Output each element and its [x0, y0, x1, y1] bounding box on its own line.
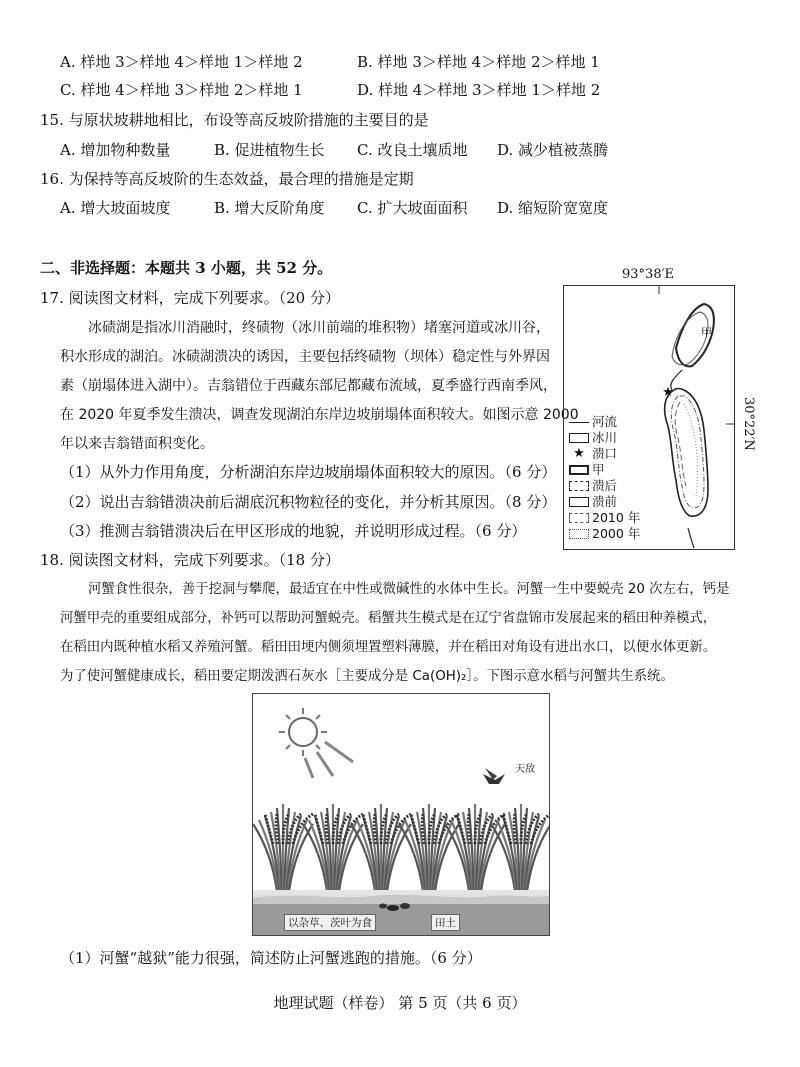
legend-glacier-swatch — [569, 433, 589, 443]
q17-para-line-3: 素（崩塌体进入湖中）。吉翁错位于西藏东部尼都藏布流域，夏季盛行西南季风， — [60, 378, 557, 394]
legend-label: 2010 年 — [592, 510, 641, 525]
legend-river — [569, 414, 640, 430]
legend-jia — [569, 462, 640, 478]
q14-option-c: C. 样地 4＞样地 3＞样地 2＞样地 1 — [60, 81, 303, 99]
q17-para-line-1: 冰碛湖是指冰川消融时，终碛物（冰川前端的堆积物）堵塞河道或冰川谷， — [88, 320, 550, 336]
legend-after-swatch — [569, 481, 589, 491]
q18-para-line-1: 河蟹食性很杂，善于挖洞与攀爬，最适宜在中性或微碱性的水体中生长。河蟹一生中要蜕壳 20 次左右，钙是 — [88, 582, 730, 597]
legend-before-swatch — [569, 497, 589, 507]
legend-jia-swatch — [569, 465, 589, 475]
q18-stem: 18. 阅读图文材料，完成下列要求。（18 分） — [40, 551, 340, 569]
sun-icon — [279, 708, 353, 778]
star-icon: ★ — [573, 446, 585, 461]
legend-label: 溃前 — [592, 494, 618, 509]
page-footer: 地理试题（样卷） 第 5 页（共 6 页） — [273, 994, 527, 1012]
q18-para-line-2: 河蟹甲壳的重要组成部分，补钙可以帮助河蟹蜕壳。稻蟹共生模式是在辽宁省盘锦市发展起来的稻田种养模式， — [60, 611, 717, 626]
q17-sub-2: （2）说出吉翁错溃决前后湖底沉积物粒径的变化，并分析其原因。（8 分） — [60, 493, 557, 511]
rice-crab-drawing — [253, 694, 549, 935]
legend-2010-swatch — [569, 513, 589, 523]
legend-2000 — [569, 526, 640, 542]
legend-2010 — [569, 510, 640, 526]
map-longitude: 93°38′E — [622, 267, 675, 282]
q17-para-line-5: 年以来吉翁错面积变化。 — [60, 436, 214, 452]
q16-option-a: A. 增大坡面坡度 — [60, 199, 171, 217]
legend-label: 河流 — [592, 414, 618, 429]
q17-stem: 17. 阅读图文材料，完成下列要求。（20 分） — [40, 289, 340, 307]
q16-option-d: D. 缩短阶宽宽度 — [497, 199, 609, 217]
legend-glacier — [569, 430, 640, 446]
rice-crab-figure — [252, 693, 550, 936]
legend-river-swatch — [569, 422, 589, 423]
legend-2000-swatch — [569, 529, 589, 539]
legend-outlet — [569, 446, 640, 462]
q18-para-line-3: 在稻田内既种植水稻又养殖河蟹。稻田田埂内侧须埋置塑料薄膜，并在稻田对角设有进出水口，以便水体更新。 — [60, 640, 717, 655]
q17-para-line-2: 积水形成的湖泊。冰碛湖溃决的诱因，主要包括终碛物（坝体）稳定性与外界因 — [60, 349, 550, 365]
q14-option-a: A. 样地 3＞样地 4＞样地 1＞样地 2 — [60, 53, 303, 71]
lake-map — [563, 285, 735, 550]
legend-before — [569, 494, 640, 510]
section-heading: 二、非选择题：本题共 3 小题，共 52 分。 — [40, 259, 333, 277]
q14-option-b: B. 样地 3＞样地 4＞样地 2＞样地 1 — [357, 53, 600, 71]
soil-label: 田土 — [431, 914, 460, 931]
q15-option-a: A. 增加物种数量 — [60, 141, 171, 159]
q15-option-c: C. 改良土壤质地 — [357, 141, 468, 159]
food-label: 以杂草、茨叶为食 — [284, 914, 376, 931]
svg-text:★: ★ — [662, 385, 674, 400]
q18-sub-1: （1）河蟹“越狱”能力很强，简述防止河蟹逃跑的措施。（6 分） — [60, 949, 482, 967]
legend-label: 冰川 — [592, 430, 618, 445]
rice-plants — [253, 804, 549, 899]
map-latitude: 30°22′N — [741, 397, 756, 451]
q15-option-b: B. 促进植物生长 — [214, 141, 325, 159]
q17-para-line-4: 在 2020 年夏季发生溃决，调查发现湖泊东岸边坡崩塌体面积较大。如图示意 2000 — [60, 407, 579, 423]
legend-after — [569, 478, 640, 494]
q17-sub-3: （3）推测吉翁错溃决后在甲区形成的地貌，并说明形成过程。（6 分） — [60, 522, 527, 540]
legend-label: 溃口 — [592, 446, 618, 461]
q16-option-b: B. 增大反阶角度 — [214, 199, 325, 217]
q17-sub-1: （1）从外力作用角度，分析湖泊东岸边坡崩塌体面积较大的原因。（6 分） — [60, 463, 557, 481]
legend-label: 溃后 — [592, 478, 618, 493]
enemy-label: 天敌 — [515, 764, 535, 775]
bird-icon — [483, 768, 505, 784]
map-legend — [569, 414, 640, 542]
q16-stem: 16. 为保持等高反坡阶的生态效益，最合理的措施是定期 — [40, 170, 414, 188]
q15-option-d: D. 减少植被蒸腾 — [497, 141, 609, 159]
map-label-jia: 甲 — [701, 326, 712, 339]
legend-label: 2000 年 — [592, 526, 641, 541]
q16-option-c: C. 扩大坡面面积 — [357, 199, 468, 217]
q15-stem: 15. 与原状坡耕地相比，布设等高反坡阶措施的主要目的是 — [40, 111, 429, 129]
q14-option-d: D. 样地 4＞样地 3＞样地 1＞样地 2 — [357, 81, 601, 99]
q18-para-line-4: 为了使河蟹健康成长，稻田要定期泼洒石灰水［主要成分是 Ca(OH)₂］。下图示意水稻与河蟹共生系统。 — [60, 669, 674, 684]
legend-label: 甲 — [592, 462, 605, 477]
